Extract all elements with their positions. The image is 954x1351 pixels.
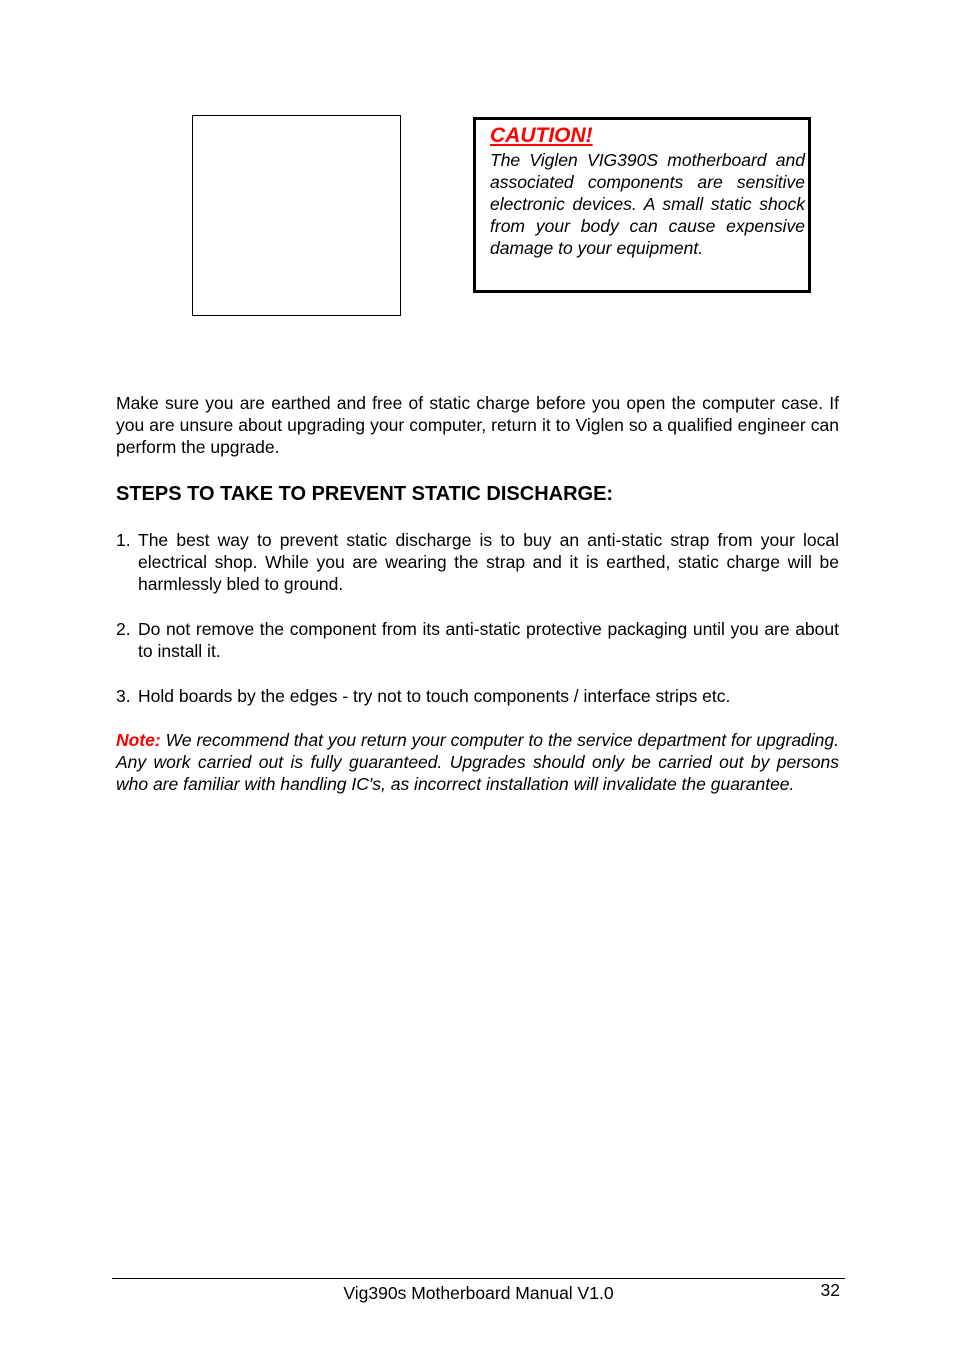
- note-label: Note:: [116, 730, 161, 750]
- list-item-text: Do not remove the component from its anti-static protective packaging until you are about to install it.: [138, 619, 839, 661]
- note-text: We recommend that you return your computer to the service department for upgrading. Any work carried out is fully guaranteed. Upgrades should only be carried out by persons who are familiar with handling IC's, as incorrect installation will invalidate the guarantee.: [116, 730, 839, 794]
- list-item-number: 1.: [116, 530, 131, 550]
- image-placeholder: [192, 115, 401, 316]
- list-item-number: 3.: [116, 686, 131, 706]
- footer-divider: [112, 1278, 845, 1279]
- section-heading: STEPS TO TAKE TO PREVENT STATIC DISCHARGE:: [116, 483, 614, 505]
- page-number: 32: [820, 1280, 840, 1300]
- note-paragraph: [116, 729, 839, 795]
- caution-title: CAUTION!: [490, 124, 593, 147]
- list-item: [116, 529, 839, 595]
- caution-text: The Viglen VIG390S motherboard and associated components are sensitive electronic devices. A small static shock from your body can cause expensive damage to your equipment.: [490, 150, 805, 258]
- list-item: [116, 685, 839, 707]
- intro-paragraph: Make sure you are earthed and free of static charge before you open the computer case. If you are unsure about upgrading your computer, return it to Viglen so a qualified engineer can perform the upgrade.: [116, 393, 839, 457]
- footer-title: Vig390s Motherboard Manual V1.0: [343, 1283, 614, 1303]
- list-item: [116, 618, 839, 662]
- list-item-text: Hold boards by the edges - try not to touch components / interface strips etc.: [138, 686, 731, 706]
- caution-box: [473, 117, 811, 293]
- list-item-text: The best way to prevent static discharge is to buy an anti-static strap from your local electrical shop. While you are wearing the strap and it is earthed, static charge will be harmlessly bled to ground.: [138, 530, 839, 594]
- list-item-number: 2.: [116, 619, 131, 639]
